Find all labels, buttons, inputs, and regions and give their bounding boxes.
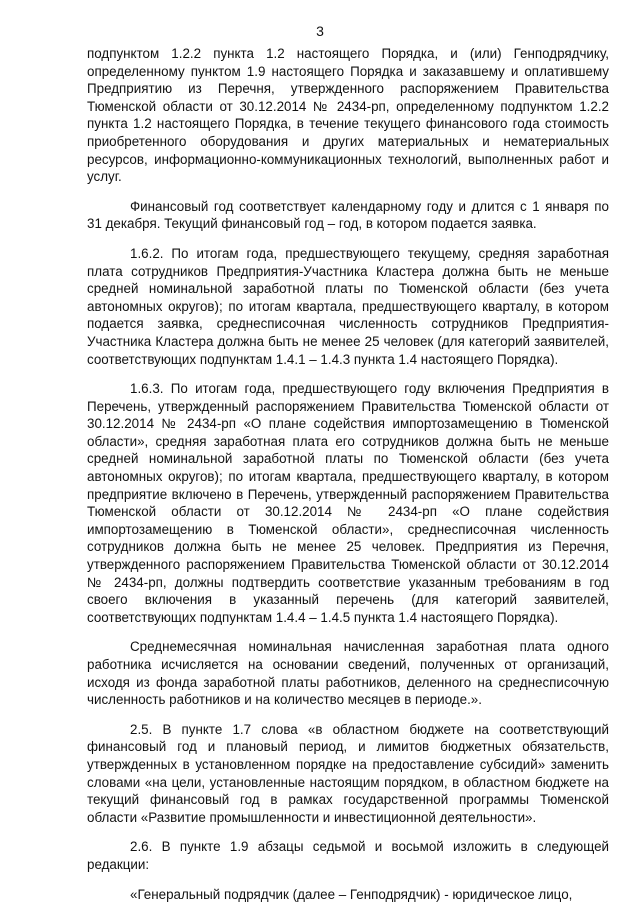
document-body xyxy=(87,45,609,915)
paragraph-average-salary: Среднемесячная номинальная начисленная заработная плата одного работника исчисляется на основании сведений, полученных от организаций, исходя из фонда заработной платы работников, деленного на среднесписочную численность работников и на количество месяцев в периоде.». xyxy=(87,639,609,708)
paragraph-1-6-3: 1.6.3. По итогам года, предшествующего году включения Предприятия в Перечень, утвержденный распоряжением Правительства Тюменской области от 30.12.2014 № 2434-рп «О плане содействия импортозамещению в Тюменской области», средняя заработная плата его сотрудников должна быть не меньше средней номинальной заработной платы по Тюменской области (без учета автономных округов); по итогам квартала, предшествующего кварталу, в котором предприятие включено в Перечень, утвержденный распоряжением Правительства Тюменской области от 30.12.2014 № 2434-рп «О плане содействия импортозамещению в Тюменской области», среднесписочная численность сотрудников должна быть не менее 25 человек. Предприятия из Перечня, утвержденного распоряжением Правительства Тюменской области от 30.12.2014 № 2434-рп, должны подтвердить соответствие указанным требованиям в год своего включения в указанный перечень (для категорий заявителей, соответствующих подпунктам 1.4.4 – 1.4.5 пункта 1.4 настоящего Порядка). xyxy=(87,381,609,625)
paragraph-financial-year: Финансовый год соответствует календарному году и длится с 1 января по 31 декабря. Текущий финансовый год – год, в котором подается заявка. xyxy=(87,198,609,232)
page-number: 3 xyxy=(316,23,324,39)
paragraph-2-6: 2.6. В пункте 1.9 абзацы седьмой и восьмой изложить в следующей редакции: xyxy=(87,839,609,872)
paragraph-continuation: подпунктом 1.2.2 пункта 1.2 настоящего Порядка, и (или) Генподрядчику, определенному пунктом 1.9 настоящего Порядка и заказавшему и оплатившему Предприятию из Перечня, утвержденного распоряжением Правительства Тюменской области от 30.12.2014 № 2434-рп, определенному подпунктом 1.2.2 пункта 1.2 настоящего Порядка, в течение текущего финансового года стоимость приобретенного оборудования и других материальных и нематериальных ресурсов, информационно-коммуникационных технологий, выполненных работ и услуг. xyxy=(87,46,609,185)
paragraph-1-6-2: 1.6.2. По итогам года, предшествующего текущему, средняя заработная плата сотрудников Предприятия-Участника Кластера должна быть не меньше средней номинальной заработной платы по Тюменской области (без учета автономных округов); по итогам квартала, предшествующего кварталу, в котором подается заявка, среднесписочная численность сотрудников Предприятия-Участника Кластера должна быть не менее 25 человек (для категорий заявителей, соответствующих подпунктам 1.4.1 – 1.4.3 пункта 1.4 настоящего Порядка). xyxy=(87,245,609,367)
paragraph-general-contractor: «Генеральный подрядчик (далее – Генподрядчик) - юридическое лицо, xyxy=(130,886,573,902)
paragraph-2-5: 2.5. В пункте 1.7 слова «в областном бюджете на соответствующий финансовый год и плановый период, и лимитов бюджетных обязательств, утвержденных в установленном порядке на предоставление субсидий» заменить словами «на цели, установленные настоящим порядком, в областном бюджете на текущий финансовый год в рамках государственной программы Тюменской области «Развитие промышленности и инвестиционной деятельности». xyxy=(87,721,609,825)
